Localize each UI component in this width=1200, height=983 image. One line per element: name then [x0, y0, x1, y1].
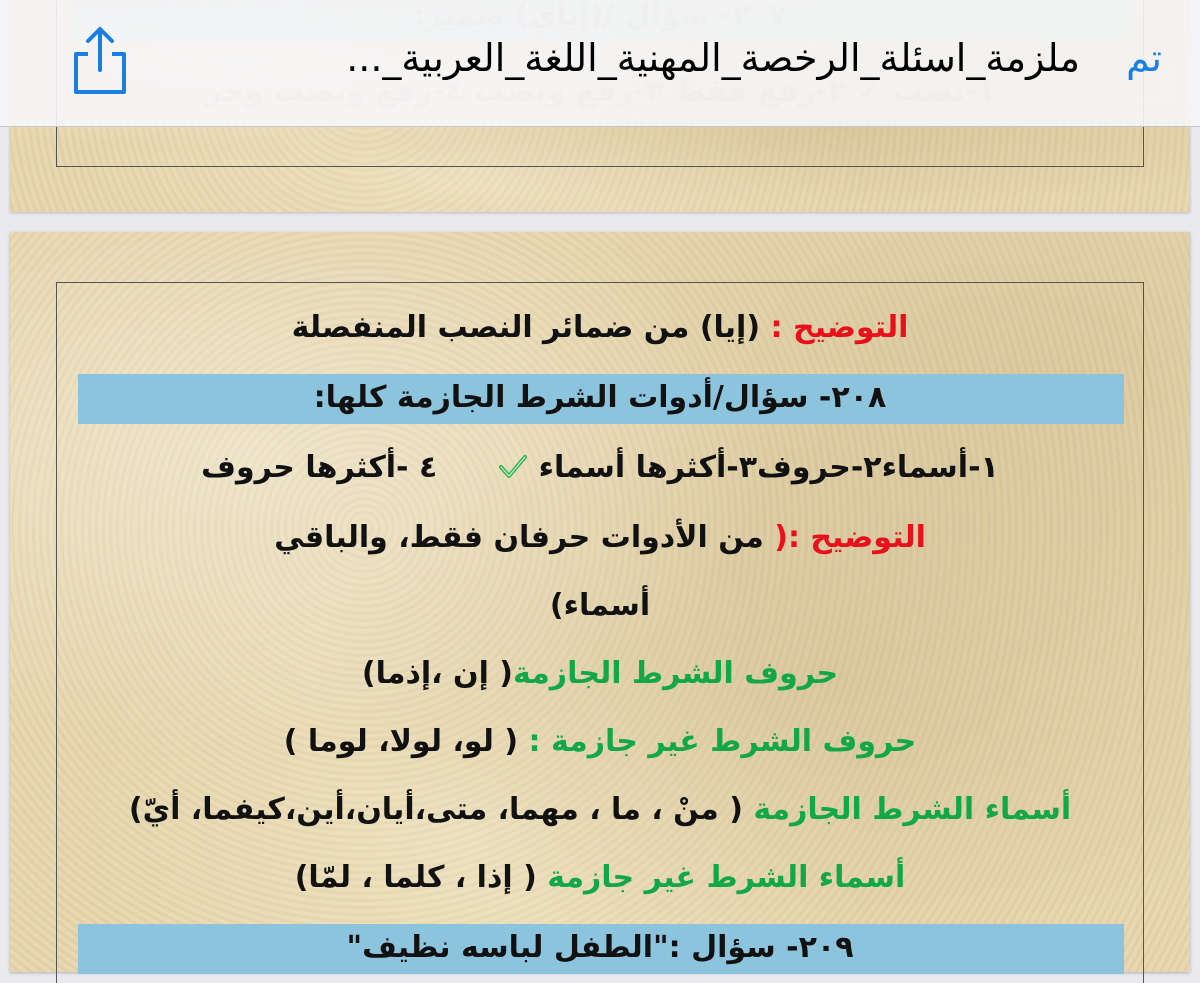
question-band-208 [78, 374, 1124, 424]
answers-208 [10, 450, 1190, 485]
row-1-text: ( إن ،إذما) [361, 656, 514, 691]
question-208: ٢٠٨- سؤال/أدوات الشرط الجازمة كلها: [313, 380, 887, 415]
conditional-row-2 [10, 724, 1190, 759]
explanation-label: التوضيح : [770, 310, 909, 345]
row-1-label: حروف الشرط الجازمة [513, 656, 839, 691]
explanation-line [10, 310, 1190, 345]
row-3-label: أسماء الشرط الجازمة [753, 792, 1072, 827]
row-4-label: أسماء الشرط غير جازمة [547, 860, 906, 895]
conditional-row-3 [10, 792, 1190, 827]
row-2-label: حروف الشرط غير جازمة : [528, 724, 917, 759]
question-band-209 [78, 924, 1124, 974]
top-toolbar [0, 0, 1200, 127]
answers-part-2: ٤ -أكثرها حروف [201, 450, 438, 485]
explanation-2-paren: ( [774, 520, 788, 555]
explanation-text: (إيا) من ضمائر النصب المنفصلة [291, 310, 761, 345]
row-2-text: ( لو، لولا، لوما ) [283, 724, 529, 759]
conditional-row-1 [10, 656, 1190, 691]
explanation-2-label: التوضيح : [787, 520, 926, 555]
document-title: ملزمة_اسئلة_الرخصة_المهنية_اللغة_العربية_... [346, 36, 1080, 80]
share-button[interactable] [68, 26, 132, 96]
conditional-row-4 [10, 860, 1190, 895]
explanation-2-continued: أسماء) [549, 588, 651, 623]
row-4-text: ( إذا ، كلما ، لمّا) [294, 860, 548, 895]
explanation-2-text: من الأدوات حرفان فقط، والباقي [274, 520, 775, 555]
check-icon [498, 454, 528, 480]
explanation-2-line [10, 520, 1190, 555]
done-button[interactable]: تم [1126, 36, 1162, 80]
share-icon [68, 26, 132, 96]
question-209: ٢٠٩- سؤال :"الطفل لباسه نظيف" [346, 930, 854, 965]
answers-part-1: ١-أسماء٢-حروف٣-أكثرها أسماء [538, 450, 999, 485]
document-page [10, 232, 1190, 972]
row-3-text: ( منْ ، ما ، مهما، متى،أيان،أين،كيفما، أيّ) [128, 792, 754, 827]
